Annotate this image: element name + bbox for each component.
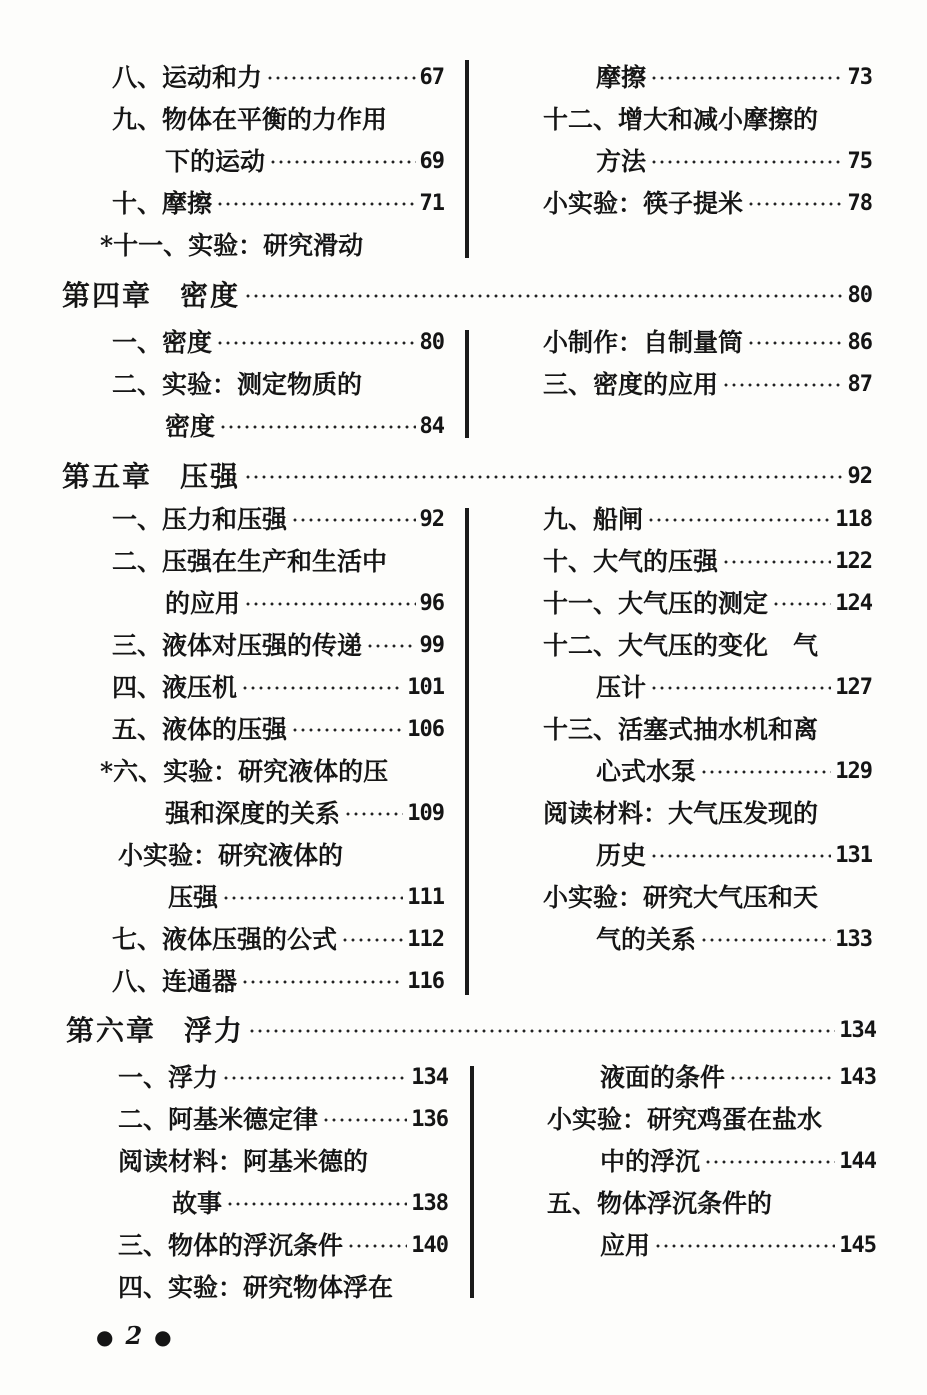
entry-title: 九、船闸 [543, 505, 644, 534]
entry-title: 二、压强在生产和生活中 [112, 547, 388, 576]
entry-page: 69 [419, 149, 444, 174]
entry-title: 五、液体的压强 [112, 715, 288, 744]
dot-leader [700, 937, 831, 943]
entry-page: 145 [839, 1233, 876, 1258]
toc-entry[interactable] [118, 1058, 448, 1098]
chapter-heading[interactable] [66, 1009, 876, 1053]
toc-entry[interactable] [543, 542, 872, 582]
entry-title: 十一、大气压的测定 [543, 589, 769, 618]
toc-entry[interactable] [596, 668, 872, 708]
dot-leader [269, 159, 415, 165]
toc-entry[interactable] [600, 1142, 876, 1182]
entry-page: 136 [411, 1107, 448, 1132]
toc-entry[interactable] [118, 1226, 448, 1266]
entry-title: 八、运动和力 [112, 63, 263, 92]
toc-entry[interactable] [112, 500, 444, 540]
entry-title: 心式水泵 [596, 757, 697, 786]
dot-leader [650, 159, 843, 165]
toc-entry[interactable] [112, 626, 444, 666]
dot-leader [654, 1243, 835, 1249]
entry-page: 134 [411, 1065, 448, 1090]
dot-leader [241, 979, 403, 985]
toc-entry[interactable] [112, 100, 452, 140]
entry-title: 压计 [596, 673, 647, 702]
dot-leader [241, 685, 403, 691]
dot-leader [722, 382, 843, 388]
dot-leader [747, 340, 843, 346]
entry-title: 摩擦 [596, 63, 647, 92]
dot-leader [219, 424, 415, 430]
toc-entry[interactable] [118, 1142, 448, 1182]
chapter-number: 第五章 [62, 460, 153, 493]
dot-leader [747, 201, 843, 207]
toc-entry[interactable] [112, 920, 444, 960]
toc-entry[interactable] [543, 184, 872, 224]
entry-title: 二、阿基米德定律 [118, 1105, 319, 1134]
dot-leader [772, 601, 831, 607]
page-number-footer [84, 1318, 184, 1354]
dot-leader [647, 517, 831, 523]
toc-entry[interactable] [543, 710, 883, 750]
toc-entry[interactable] [168, 878, 444, 918]
dot-leader [650, 853, 831, 859]
entry-title: 中的浮沉 [600, 1147, 701, 1176]
chapter-page: 80 [847, 283, 872, 308]
toc-entry[interactable] [165, 142, 444, 182]
entry-title: 十二、增大和减小摩擦的 [543, 105, 819, 134]
entry-page: 127 [835, 675, 872, 700]
toc-entry[interactable] [543, 323, 872, 363]
entry-title: 七、液体压强的公式 [112, 925, 338, 954]
toc-entry[interactable] [596, 836, 872, 876]
entry-title: 十三、活塞式抽水机和离 [543, 715, 819, 744]
dot-leader [704, 1159, 835, 1165]
entry-page: 86 [847, 330, 872, 355]
toc-entry[interactable] [543, 500, 872, 540]
entry-title: 阅读材料：阿基米德的 [118, 1147, 369, 1176]
entry-title: 一、浮力 [118, 1063, 219, 1092]
entry-page: 112 [407, 927, 444, 952]
dot-leader [266, 75, 415, 81]
dot-leader [729, 1075, 835, 1081]
chapter-page: 134 [839, 1018, 876, 1043]
toc-entry[interactable] [543, 584, 872, 624]
entry-title: 小制作：自制量筒 [543, 328, 744, 357]
dot-leader [650, 75, 843, 81]
entry-page: 124 [835, 591, 872, 616]
entry-page: 101 [407, 675, 444, 700]
chapter-number: 第六章 [66, 1014, 157, 1047]
toc-entry[interactable] [172, 1184, 448, 1224]
entry-page: 87 [847, 372, 872, 397]
entry-page: 118 [835, 507, 872, 532]
entry-page: 80 [419, 330, 444, 355]
toc-entry[interactable] [112, 184, 444, 224]
entry-page: 78 [847, 191, 872, 216]
entry-title: 五、物体浮沉条件的 [547, 1189, 773, 1218]
toc-entry[interactable] [112, 962, 444, 1002]
toc-entry[interactable] [543, 100, 883, 140]
dot-leader [291, 727, 403, 733]
dot-leader [244, 474, 843, 480]
entry-title: 八、连通器 [112, 967, 238, 996]
entry-title: 三、密度的应用 [543, 370, 719, 399]
entry-page: 106 [407, 717, 444, 742]
dot-leader [347, 1243, 407, 1249]
toc-entry[interactable] [112, 710, 444, 750]
dot-leader [222, 895, 403, 901]
entry-page: 143 [839, 1065, 876, 1090]
toc-entry[interactable] [165, 584, 444, 624]
bullet-icon: ● [96, 1325, 114, 1349]
column-divider [465, 508, 469, 995]
entry-page: 75 [847, 149, 872, 174]
entry-title: 九、物体在平衡的力作用 [112, 105, 388, 134]
entry-page: 140 [411, 1233, 448, 1258]
entry-title: *十一、实验：研究滑动 [100, 231, 364, 260]
entry-title: 十二、大气压的变化 气 [543, 631, 819, 660]
entry-title: 强和深度的关系 [165, 799, 341, 828]
dot-leader [700, 769, 831, 775]
entry-page: 99 [419, 633, 444, 658]
dot-leader [650, 685, 831, 691]
entry-title: 三、液体对压强的传递 [112, 631, 363, 660]
toc-entry[interactable] [596, 920, 872, 960]
dot-leader [244, 293, 843, 299]
chapter-page: 92 [847, 464, 872, 489]
entry-page: 131 [835, 843, 872, 868]
chapter-number: 第四章 [62, 279, 153, 312]
entry-page: 73 [847, 65, 872, 90]
entry-page: 96 [419, 591, 444, 616]
toc-entry[interactable] [112, 323, 444, 363]
entry-title: 压强 [168, 883, 219, 912]
entry-page: 133 [835, 927, 872, 952]
entry-title: 的应用 [165, 589, 241, 618]
toc-entry[interactable] [118, 1268, 458, 1308]
toc-entry[interactable] [547, 1100, 887, 1140]
entry-page: 67 [419, 65, 444, 90]
entry-page: 71 [419, 191, 444, 216]
chapter-title: 密度 [180, 279, 241, 312]
entry-page: 129 [835, 759, 872, 784]
entry-title: 气的关系 [596, 925, 697, 954]
entry-page: 122 [835, 549, 872, 574]
toc-entry[interactable] [600, 1226, 876, 1266]
toc-entry[interactable] [100, 752, 450, 792]
dot-leader [366, 643, 415, 649]
entry-title: 应用 [600, 1231, 651, 1260]
toc-entry[interactable] [112, 668, 444, 708]
dot-leader [244, 601, 415, 607]
dot-leader [291, 517, 415, 523]
toc-entry[interactable] [543, 365, 872, 405]
toc-entry[interactable] [165, 407, 444, 447]
chapter-heading[interactable] [62, 274, 872, 318]
entry-title: 液面的条件 [600, 1063, 726, 1092]
dot-leader [344, 811, 403, 817]
entry-title: 小实验：研究大气压和天 [543, 883, 819, 912]
entry-title: 二、实验：测定物质的 [112, 370, 363, 399]
dot-leader [722, 559, 831, 565]
entry-title: 三、物体的浮沉条件 [118, 1231, 344, 1260]
toc-entry[interactable] [547, 1184, 887, 1224]
entry-title: 密度 [165, 412, 216, 441]
entry-title: 四、液压机 [112, 673, 238, 702]
toc-entry[interactable] [596, 58, 872, 98]
entry-title: 故事 [172, 1189, 223, 1218]
chapter-heading[interactable] [62, 455, 872, 499]
page-number: 2 [125, 1321, 143, 1350]
entry-title: 小实验：研究鸡蛋在盐水 [547, 1105, 823, 1134]
toc-entry[interactable] [600, 1058, 876, 1098]
chapter-title: 浮力 [184, 1014, 245, 1047]
dot-leader [222, 1075, 407, 1081]
entry-page: 138 [411, 1191, 448, 1216]
toc-entry[interactable] [165, 794, 444, 834]
entry-title: 四、实验：研究物体浮在 [118, 1273, 394, 1302]
bullet-icon: ● [154, 1325, 172, 1349]
chapter-title: 压强 [180, 460, 241, 493]
toc-entry[interactable] [118, 1100, 448, 1140]
dot-leader [248, 1028, 835, 1034]
entry-title: 十、摩擦 [112, 189, 213, 218]
toc-entry[interactable] [112, 542, 452, 582]
toc-entry[interactable] [543, 878, 883, 918]
toc-entry[interactable] [596, 142, 872, 182]
toc-entry[interactable] [100, 226, 450, 266]
column-divider [465, 330, 469, 438]
entry-page: 111 [407, 885, 444, 910]
entry-page: 92 [419, 507, 444, 532]
dot-leader [341, 937, 403, 943]
dot-leader [322, 1117, 407, 1123]
entry-title: 十、大气的压强 [543, 547, 719, 576]
column-divider [465, 60, 469, 258]
toc-entry[interactable] [118, 836, 448, 876]
entry-title: 一、压力和压强 [112, 505, 288, 534]
dot-leader [216, 201, 415, 207]
entry-title: 下的运动 [165, 147, 266, 176]
entry-title: 方法 [596, 147, 647, 176]
toc-entry[interactable] [596, 752, 872, 792]
entry-title: 阅读材料：大气压发现的 [543, 799, 819, 828]
column-divider [470, 1066, 474, 1298]
toc-entry[interactable] [543, 794, 883, 834]
entry-title: 小实验：研究液体的 [118, 841, 344, 870]
entry-title: 小实验：筷子提米 [543, 189, 744, 218]
toc-entry[interactable] [112, 58, 444, 98]
entry-title: 历史 [596, 841, 647, 870]
dot-leader [226, 1201, 407, 1207]
entry-page: 109 [407, 801, 444, 826]
entry-page: 144 [839, 1149, 876, 1174]
toc-entry[interactable] [112, 365, 452, 405]
entry-page: 84 [419, 414, 444, 439]
dot-leader [216, 340, 415, 346]
entry-page: 116 [407, 969, 444, 994]
toc-entry[interactable] [543, 626, 883, 666]
entry-title: 一、密度 [112, 328, 213, 357]
entry-title: *六、实验：研究液体的压 [100, 757, 389, 786]
